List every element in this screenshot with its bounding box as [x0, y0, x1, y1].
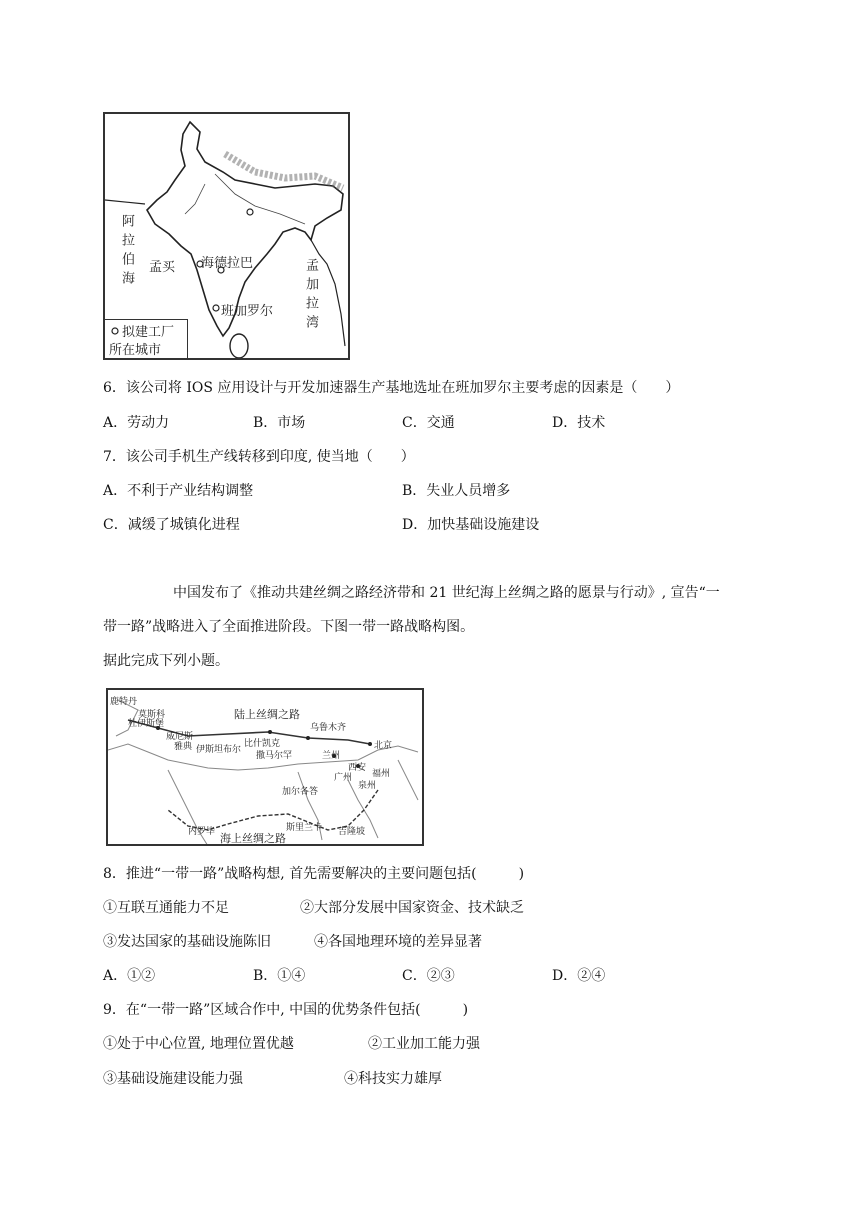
city-label-kuala-lumpur: 吉隆坡 — [338, 827, 366, 837]
city-label-duisburg: 杜伊斯堡 — [128, 719, 165, 729]
city-label-hyderabad: 海德拉巴 — [201, 256, 254, 271]
q6-option-a: A．劳动力 — [103, 415, 170, 431]
q8-option-a: A．①② — [103, 968, 156, 984]
sea-label-arabian: 阿拉伯海 — [119, 214, 134, 290]
city-label-guangzhou: 广州 — [334, 773, 353, 783]
q8-option-c: C．②③ — [402, 968, 455, 984]
q7-option-d: D．加快基础设施建设 — [402, 517, 540, 533]
city-label-beijing: 北京 — [374, 741, 393, 751]
legend-line-2: 所在城市 — [109, 343, 162, 358]
belt-road-map — [106, 688, 424, 846]
city-label-quanzhou: 泉州 — [358, 781, 377, 791]
passage-line-3: 据此完成下列小题。 — [103, 653, 229, 669]
city-label-samarkand: 撒马尔罕 — [256, 751, 293, 761]
city-label-moscow: 莫斯科 — [138, 710, 166, 720]
q9-statement-3: ③基础设施建设能力强 — [103, 1071, 243, 1087]
legend-city-marker-icon — [110, 326, 120, 336]
city-label-istanbul: 伊斯坦布尔 — [196, 745, 242, 755]
city-label-mumbai: 孟买 — [149, 260, 176, 275]
passage-line-2: 带一路”战略进入了全面推进阶段。下图一带一路战略构图。 — [103, 619, 475, 635]
q9-statement-2: ②工业加工能力强 — [368, 1036, 480, 1052]
q6-stem: 6．该公司将 IOS 应用设计与开发加速器生产基地选址在班加罗尔主要考虑的因素是（ ） — [103, 380, 680, 396]
q7-option-c: C．减缓了城镇化进程 — [103, 517, 240, 533]
city-label-xian: 西安 — [348, 763, 367, 773]
q8-statement-2: ②大部分发展中国家资金、技术缺乏 — [300, 900, 524, 916]
q8-stem: 8．推进“一带一路”战略构想, 首先需要解决的主要问题包括( ) — [103, 866, 525, 882]
city-label-urumqi: 乌鲁木齐 — [310, 723, 347, 733]
passage-line-1: 中国发布了《推动共建丝绸之路经济带和 21 世纪海上丝绸之路的愿景与行动》, 宣告“一 — [173, 585, 720, 601]
q7-stem: 7．该公司手机生产线转移到印度, 使当地（ ） — [103, 449, 415, 465]
city-label-lanzhou: 兰州 — [322, 751, 341, 761]
q9-statement-1: ①处于中心位置, 地理位置优越 — [103, 1036, 294, 1052]
q8-statement-1: ①互联互通能力不足 — [103, 900, 229, 916]
q6-option-d: D．技术 — [552, 415, 606, 431]
city-label-rotterdam: 鹿特丹 — [110, 697, 138, 707]
city-label-bangalore: 班加罗尔 — [221, 304, 274, 319]
q8-option-d: D．②④ — [552, 968, 606, 984]
map-legend — [105, 319, 188, 358]
legend-line-1: 拟建工厂 — [122, 325, 175, 340]
city-label-venice: 威尼斯 — [166, 732, 194, 742]
city-label-athens: 雅典 — [174, 742, 193, 752]
city-label-nairobi: 内罗毕 — [188, 827, 216, 837]
city-label-sri-lanka: 斯里兰卡 — [286, 823, 323, 833]
sea-label-bengal: 孟加拉湾 — [303, 258, 318, 334]
sea-route-label: 海上丝绸之路 — [220, 832, 286, 845]
city-label-kolkata: 加尔各答 — [282, 787, 319, 797]
q9-stem: 9．在“一带一路”区域合作中, 中国的优势条件包括( ) — [103, 1002, 469, 1018]
q6-option-c: C．交通 — [402, 415, 455, 431]
land-route-label: 陆上丝绸之路 — [234, 708, 300, 721]
q7-option-b: B．失业人员增多 — [402, 483, 511, 499]
q8-option-b: B．①④ — [253, 968, 306, 984]
q7-option-a: A．不利于产业结构调整 — [103, 483, 254, 499]
city-label-fuzhou: 福州 — [372, 769, 391, 779]
q8-statement-3: ③发达国家的基础设施陈旧 — [103, 934, 271, 950]
q8-statement-4: ④各国地理环境的差异显著 — [314, 934, 482, 950]
india-map — [103, 112, 350, 360]
city-label-bishkek: 比什凯克 — [244, 739, 281, 749]
q6-option-b: B．市场 — [253, 415, 306, 431]
q9-statement-4: ④科技实力雄厚 — [344, 1071, 442, 1087]
